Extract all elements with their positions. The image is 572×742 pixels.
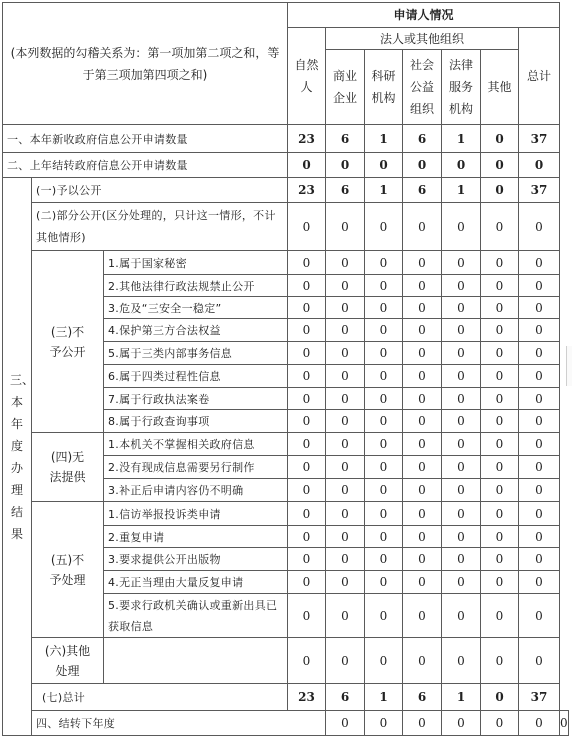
table-row <box>3 638 569 684</box>
natural-person-label: 自然人 <box>294 58 319 94</box>
cell-value: 0 <box>442 526 481 548</box>
cell-value: 0 <box>481 275 519 297</box>
row-label: 3.要求提供公开出版物 <box>104 548 288 571</box>
cell-value: 0 <box>403 153 442 178</box>
section3-cell <box>3 178 35 736</box>
cell-value: 0 <box>442 297 481 319</box>
cell-value: 0 <box>442 410 481 433</box>
cell-value: 0 <box>519 203 560 251</box>
section3-label: 三、本年度办理结果 <box>10 372 35 541</box>
cell-value: 37 <box>519 178 560 203</box>
cell-value: 1 <box>442 125 481 153</box>
legal-service-label: 法律服务机构 <box>448 58 473 116</box>
table-row <box>3 684 569 711</box>
cell-value: 0 <box>481 342 519 365</box>
table-row <box>3 711 569 736</box>
row-label: 7.属于行政执法案卷 <box>104 388 288 410</box>
cell-value: 0 <box>403 365 442 388</box>
cell-value: 0 <box>326 548 365 571</box>
cell-value: 0 <box>442 502 481 526</box>
cell-value: 0 <box>442 594 481 638</box>
cell-value: 37 <box>519 125 560 153</box>
cell-value: 0 <box>288 502 326 526</box>
research-label: 科研机构 <box>371 69 396 105</box>
page-edge-divider <box>566 346 572 386</box>
table-row <box>3 153 569 178</box>
cell-value: 0 <box>365 548 403 571</box>
cell-value: 0 <box>365 365 403 388</box>
cell-value: 0 <box>326 365 365 388</box>
row-label: 2.重复申请 <box>104 526 288 548</box>
cell-value: 0 <box>519 342 560 365</box>
cell-value: 37 <box>519 684 560 711</box>
group-refuse <box>32 251 104 433</box>
cell-value: 0 <box>481 594 519 638</box>
cell-value: 0 <box>326 410 365 433</box>
row-label: 4.无正当理由大量反复申请 <box>104 571 288 594</box>
cell-value: 0 <box>365 297 403 319</box>
cell-value: 0 <box>519 548 560 571</box>
cell-value: 0 <box>288 433 326 456</box>
cell-value: 23 <box>288 684 326 711</box>
cell-value: 0 <box>365 388 403 410</box>
cell-value: 0 <box>365 153 403 178</box>
cell-value: 6 <box>326 178 365 203</box>
cell-value: 0 <box>288 342 326 365</box>
cell-value: 0 <box>519 433 560 456</box>
commercial-header <box>326 50 365 125</box>
cell-value: 0 <box>326 594 365 638</box>
cell-value: 0 <box>326 711 365 736</box>
cell-value: 0 <box>481 526 519 548</box>
cell-value: 0 <box>519 456 560 479</box>
cell-value: 0 <box>403 502 442 526</box>
cell-value: 0 <box>288 388 326 410</box>
cell-value: 23 <box>288 178 326 203</box>
cell-value: 0 <box>519 502 560 526</box>
cell-value: 1 <box>365 125 403 153</box>
cell-value: 0 <box>519 526 560 548</box>
row-label: 四、结转下年度 <box>32 711 326 736</box>
cell-value: 0 <box>403 203 442 251</box>
cell-value: 0 <box>481 684 519 711</box>
cell-value: 0 <box>365 410 403 433</box>
cell-value: 0 <box>288 594 326 638</box>
cell-value: 0 <box>442 153 481 178</box>
natural-person-header <box>288 28 326 125</box>
cell-value: 0 <box>481 388 519 410</box>
cell-value: 0 <box>403 571 442 594</box>
cell-value: 0 <box>519 251 560 275</box>
cell-value: 0 <box>326 319 365 342</box>
cell-value: 0 <box>519 638 560 684</box>
public-welfare-label: 社会公益组织 <box>409 58 434 116</box>
cell-value: 0 <box>481 251 519 275</box>
cell-value: 0 <box>288 251 326 275</box>
cell-value: 0 <box>326 251 365 275</box>
row-label: 1.本机关不掌握相关政府信息 <box>104 433 288 456</box>
cell-value: 0 <box>288 319 326 342</box>
row-label: 2.其他法律行政法规禁止公开 <box>104 275 288 297</box>
cell-value: 1 <box>365 178 403 203</box>
row-label: 3.补正后申请内容仍不明确 <box>104 479 288 502</box>
cell-value: 0 <box>288 548 326 571</box>
cell-value: 6 <box>326 125 365 153</box>
cell-value: 0 <box>519 711 560 736</box>
cell-value: 0 <box>403 410 442 433</box>
table-note-cell <box>3 3 288 125</box>
cell-value: 0 <box>365 456 403 479</box>
cell-value: 0 <box>288 365 326 388</box>
cell-value: 1 <box>365 684 403 711</box>
cell-value: 0 <box>365 711 403 736</box>
row-label: (七)总计 <box>32 684 288 711</box>
cell-value: 0 <box>481 365 519 388</box>
cell-value: 0 <box>481 433 519 456</box>
cell-value: 0 <box>326 502 365 526</box>
row-label: 8.属于行政查询事项 <box>104 410 288 433</box>
cell-value: 0 <box>365 275 403 297</box>
group-noprocess-label: (五)不予处理 <box>49 552 86 587</box>
table-row <box>3 203 569 251</box>
cell-value: 0 <box>442 342 481 365</box>
cell-value: 0 <box>403 479 442 502</box>
cell-value: 0 <box>365 526 403 548</box>
cell-value: 0 <box>365 571 403 594</box>
cell-value: 0 <box>403 456 442 479</box>
cell-value: 0 <box>288 571 326 594</box>
cell-value: 0 <box>519 571 560 594</box>
group-unable <box>32 433 104 502</box>
cell-value: 0 <box>519 153 560 178</box>
cell-value: 0 <box>403 638 442 684</box>
cell-value: 0 <box>403 297 442 319</box>
group-noprocess <box>32 502 104 638</box>
cell-value: 0 <box>326 275 365 297</box>
row-label: 5.要求行政机关确认或重新出具已获取信息 <box>104 594 288 638</box>
cell-value: 0 <box>481 153 519 178</box>
table-row <box>3 502 569 526</box>
cell-value: 0 <box>481 711 519 736</box>
cell-value: 0 <box>560 711 569 736</box>
row-label: 2.没有现成信息需要另行制作 <box>104 456 288 479</box>
row-label: (二)部分公开(区分处理的，只计这一情形，不计其他情形) <box>32 203 288 251</box>
cell-value: 0 <box>442 711 481 736</box>
cell-value: 0 <box>442 388 481 410</box>
cell-value: 0 <box>326 433 365 456</box>
cell-value: 0 <box>442 638 481 684</box>
cell-value: 0 <box>403 548 442 571</box>
cell-value: 0 <box>288 275 326 297</box>
cell-value: 0 <box>365 594 403 638</box>
cell-value: 6 <box>403 684 442 711</box>
cell-value: 0 <box>403 594 442 638</box>
cell-value: 0 <box>365 502 403 526</box>
cell-value: 0 <box>481 410 519 433</box>
row-label: 6.属于四类过程性信息 <box>104 365 288 388</box>
cell-value: 0 <box>442 365 481 388</box>
cell-value: 6 <box>403 178 442 203</box>
cell-value: 0 <box>442 203 481 251</box>
group-other-process-label: (六)其他处理 <box>44 643 91 678</box>
other-header: 其他 <box>481 50 519 125</box>
legal-group-header: 法人或其他组织 <box>326 28 519 50</box>
cell-value: 0 <box>481 456 519 479</box>
cell-value: 0 <box>403 433 442 456</box>
cell-value: 0 <box>326 456 365 479</box>
cell-value: 0 <box>403 251 442 275</box>
total-header: 总计 <box>519 28 560 125</box>
applicant-header: 申请人情况 <box>288 3 560 28</box>
cell-value: 0 <box>442 433 481 456</box>
cell-value: 0 <box>288 410 326 433</box>
cell-value: 0 <box>442 251 481 275</box>
group-unable-label: (四)无法提供 <box>49 450 86 484</box>
cell-value: 0 <box>481 638 519 684</box>
cell-value: 0 <box>326 203 365 251</box>
cell-value: 0 <box>365 433 403 456</box>
table-note: (本列数据的勾稽关系为：第一项加第二项之和，等于第三项加第四项之和) <box>10 45 280 82</box>
legal-service-header <box>442 50 481 125</box>
row-label: 1.信访举报投诉类申请 <box>104 502 288 526</box>
cell-value: 0 <box>403 342 442 365</box>
disclosure-statistics-table <box>2 2 569 736</box>
cell-value: 0 <box>481 297 519 319</box>
cell-value: 0 <box>365 319 403 342</box>
row-label: (一)予以公开 <box>32 178 288 203</box>
cell-value: 0 <box>403 319 442 342</box>
cell-value: 0 <box>481 548 519 571</box>
cell-value: 0 <box>481 571 519 594</box>
table-row <box>3 433 569 456</box>
cell-value: 0 <box>288 153 326 178</box>
cell-value: 0 <box>519 365 560 388</box>
cell-value: 0 <box>288 297 326 319</box>
cell-value: 0 <box>481 319 519 342</box>
research-header <box>365 50 403 125</box>
cell-value: 0 <box>326 526 365 548</box>
row-label: 一、本年新收政府信息公开申请数量 <box>3 125 288 153</box>
cell-value: 0 <box>403 711 442 736</box>
cell-value: 0 <box>481 125 519 153</box>
cell-value: 0 <box>481 178 519 203</box>
cell-value: 0 <box>326 342 365 365</box>
cell-value: 0 <box>365 342 403 365</box>
cell-value: 0 <box>442 275 481 297</box>
commercial-label: 商业企业 <box>332 69 357 105</box>
cell-value: 0 <box>326 297 365 319</box>
cell-value: 0 <box>481 479 519 502</box>
cell-value: 0 <box>519 479 560 502</box>
row-label <box>104 638 288 684</box>
cell-value: 0 <box>326 153 365 178</box>
table-row <box>3 251 569 275</box>
public-welfare-header <box>403 50 442 125</box>
group-refuse-label: (三)不予公开 <box>49 324 86 359</box>
cell-value: 0 <box>403 388 442 410</box>
cell-value: 0 <box>288 638 326 684</box>
cell-value: 0 <box>288 203 326 251</box>
cell-value: 0 <box>442 319 481 342</box>
cell-value: 0 <box>365 638 403 684</box>
cell-value: 0 <box>403 526 442 548</box>
row-label: 二、上年结转政府信息公开申请数量 <box>3 153 288 178</box>
cell-value: 0 <box>519 410 560 433</box>
row-label: 1.属于国家秘密 <box>104 251 288 275</box>
cell-value: 0 <box>481 203 519 251</box>
cell-value: 0 <box>326 479 365 502</box>
cell-value: 0 <box>365 203 403 251</box>
table-row <box>3 125 569 153</box>
cell-value: 23 <box>288 125 326 153</box>
cell-value: 0 <box>442 479 481 502</box>
row-label: 3.危及“三安全一稳定” <box>104 297 288 319</box>
cell-value: 0 <box>288 456 326 479</box>
cell-value: 0 <box>442 571 481 594</box>
cell-value: 1 <box>442 684 481 711</box>
cell-value: 0 <box>326 571 365 594</box>
cell-value: 0 <box>519 594 560 638</box>
cell-value: 0 <box>365 251 403 275</box>
cell-value: 0 <box>365 479 403 502</box>
table-row <box>3 178 569 203</box>
cell-value: 1 <box>442 178 481 203</box>
cell-value: 0 <box>519 388 560 410</box>
row-label: 5.属于三类内部事务信息 <box>104 342 288 365</box>
cell-value: 0 <box>519 297 560 319</box>
cell-value: 0 <box>519 275 560 297</box>
cell-value: 0 <box>326 388 365 410</box>
cell-value: 0 <box>442 456 481 479</box>
cell-value: 6 <box>326 684 365 711</box>
cell-value: 0 <box>326 638 365 684</box>
cell-value: 0 <box>288 526 326 548</box>
cell-value: 0 <box>519 319 560 342</box>
cell-value: 0 <box>481 502 519 526</box>
group-other-process <box>32 638 104 684</box>
cell-value: 0 <box>442 548 481 571</box>
cell-value: 0 <box>288 479 326 502</box>
cell-value: 6 <box>403 125 442 153</box>
cell-value: 0 <box>403 275 442 297</box>
row-label: 4.保护第三方合法权益 <box>104 319 288 342</box>
